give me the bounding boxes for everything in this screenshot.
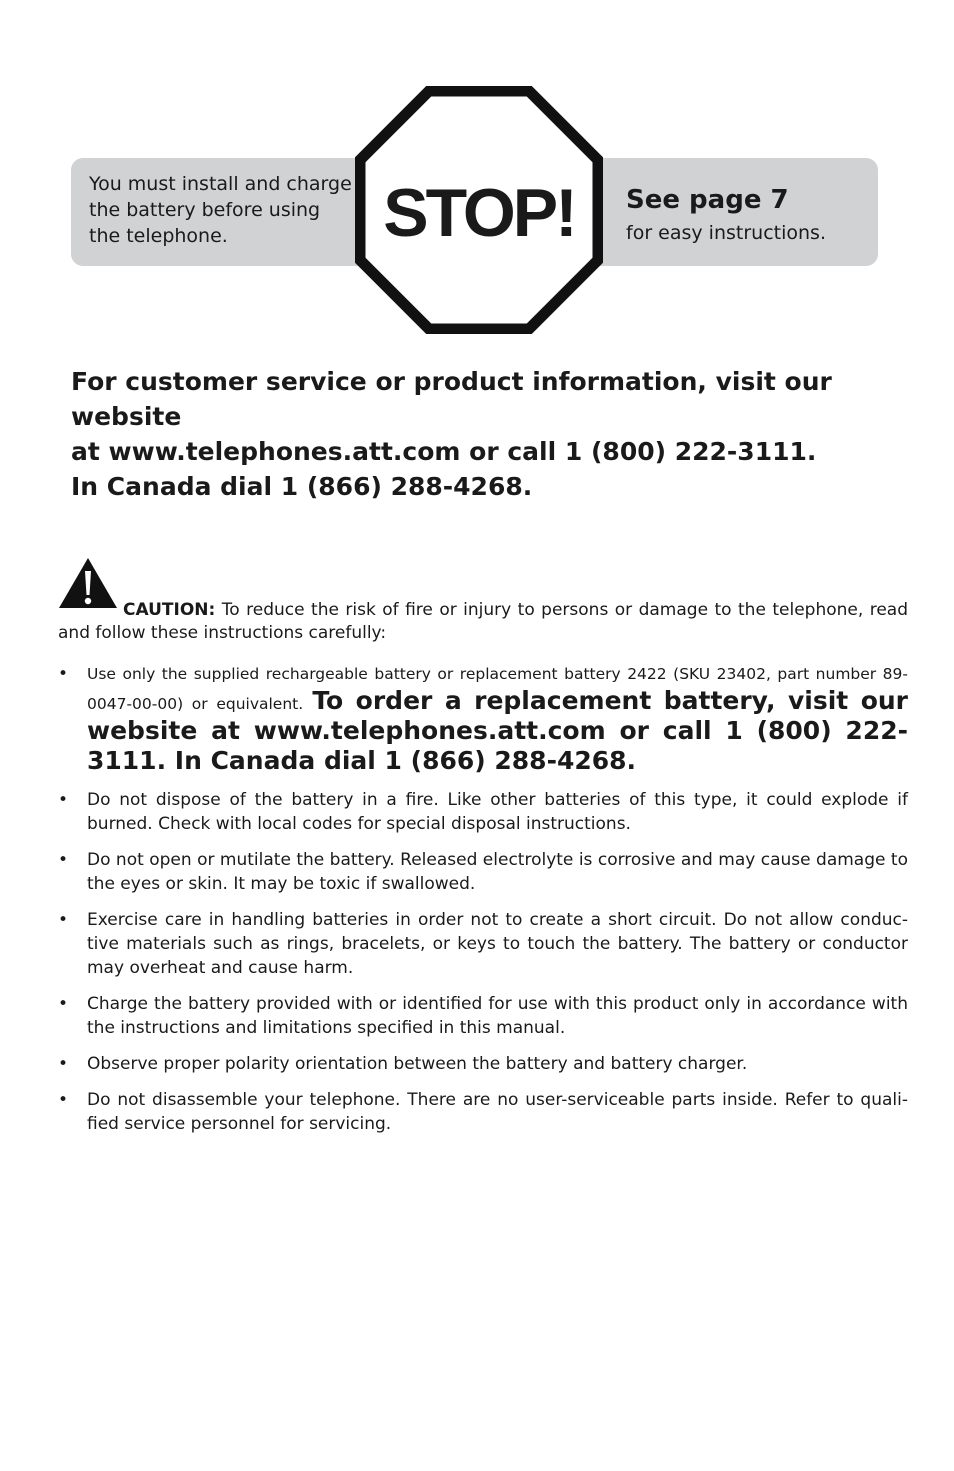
- bullet: •: [58, 790, 69, 810]
- service-line-2: at www.telephones.att.com or call 1 (800) 222-3111.: [71, 437, 817, 466]
- bullet: •: [58, 1090, 69, 1110]
- list-item: [58, 908, 908, 980]
- list-item-text: Do not dispose of the battery in a fire. Like other batteries of this type, it could explode if burned. Check with local codes for special disposal instructions.: [87, 790, 908, 834]
- list-item-text: Charge the battery provided with or identified for use with this product only in accordance with the instructions and limitations specified in this manual.: [87, 994, 908, 1038]
- service-line-1: For customer service or product information, visit our website: [71, 367, 832, 431]
- bullet: •: [58, 910, 69, 930]
- bullet: •: [58, 664, 69, 684]
- replacement-battery-text: Use only the supplied rechargeable battery or replacement battery 2422 (SKU 23402, part number 89-0047-00-00) or equivalent.: [87, 665, 908, 713]
- see-page-subtitle: for easy instructions.: [626, 222, 826, 244]
- caution-text: To reduce the risk of fire or injury to persons or damage to the telephone, read and follow these instructions carefully:: [58, 600, 908, 643]
- battery-safety-list: [58, 662, 908, 1148]
- list-item: [58, 848, 908, 896]
- see-page-title: See page 7: [626, 185, 789, 215]
- list-item-text: Do not open or mutilate the battery. Released electrolyte is corrosive and may cause damage to the eyes or skin. It may be toxic if swallowed.: [87, 850, 908, 894]
- banner-left-text: You must install and charge the battery before using the telephone.: [89, 173, 352, 247]
- bullet: •: [58, 1054, 69, 1074]
- caution-paragraph: [58, 599, 908, 645]
- list-item: [58, 1052, 908, 1076]
- list-item-text: Observe proper polarity orientation between the battery and battery charger.: [87, 1054, 748, 1074]
- bullet: •: [58, 994, 69, 1014]
- service-line-3: In Canada dial 1 (866) 288-4268.: [71, 472, 533, 501]
- list-item: [58, 992, 908, 1040]
- order-battery-text: To order a replacement battery, visit our website at www.telephones.att.com or call 1 (800) 222-3111. In Canada dial 1 (866) 288-4268.: [87, 686, 908, 775]
- stop-label: STOP!: [383, 175, 575, 251]
- customer-service-info: [71, 364, 911, 504]
- caution-label: CAUTION:: [123, 600, 216, 620]
- list-item: [58, 662, 908, 776]
- bullet: •: [58, 850, 69, 870]
- list-item-text: Exercise care in handling batteries in order not to create a short circuit. Do not allow conduc-tive materials such as rings, bracelets, or keys to touch the battery. The battery or conductor may overheat and cause harm.: [87, 910, 908, 978]
- list-item: [58, 1088, 908, 1136]
- list-item-text: Do not disassemble your telephone. There are no user-serviceable parts inside. Refer to quali-fied service personnel for servicing.: [87, 1090, 908, 1134]
- list-item: [58, 788, 908, 836]
